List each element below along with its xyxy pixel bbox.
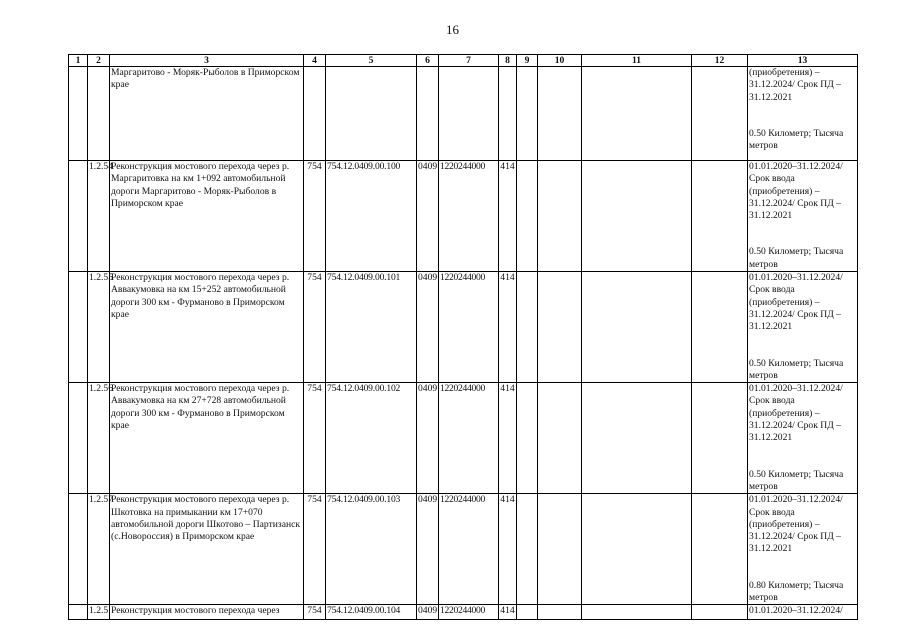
empty-cell [692,383,748,494]
capacity-value: 0.50 Километр; Тысяча метров [749,127,844,152]
header-cell-col-12: 12 [692,55,748,67]
row-number: 1.2.54 [88,161,110,272]
capacity-value: 0.80 Километр; Тысяча метров [749,579,844,604]
header-cell-col-8: 8 [499,55,517,67]
terms-cell [748,605,858,620]
row-empty-cell [69,272,88,383]
object-code: 754.12.0409.00.100 [326,161,417,272]
header-cell-col-11: 11 [582,55,692,67]
expense-type: 414 [499,272,517,383]
object-code: 754.12.0409.00.101 [326,272,417,383]
terms-cell [748,383,858,494]
capacity-value: 0.50 Километр; Тысяча метров [749,246,844,270]
header-cell-col-6: 6 [417,55,439,67]
empty-cell [692,161,748,272]
expense-type: 414 [499,605,517,620]
header-cell-col-5: 5 [326,55,417,67]
section-code: 0409 [417,605,439,620]
row-number: 1.2.57 [88,494,110,605]
term-dates: 01.01.2020–31.12.2024/ Срок ввода (приобретения) – 31.12.2024/ Срок ПД – 31.12.2021 [749,161,843,222]
header-cell-col-13: 13 [748,55,858,67]
expense-type: 414 [499,161,517,272]
object-code [326,67,417,161]
grbs-code: 754 [304,272,326,383]
row-number: 1.2.55 [88,272,110,383]
grbs-code: 754 [304,161,326,272]
grbs-code: 754 [304,383,326,494]
document-table [68,54,858,620]
expense-type: 414 [499,494,517,605]
term-dates: (приобретения) – 31.12.2024/ Срок ПД – 31.12.2021 [749,67,841,103]
empty-cell [692,272,748,383]
section-code: 0409 [417,494,439,605]
empty-cell [538,272,582,383]
table-row [69,383,858,494]
object-code: 754.12.0409.00.104 [326,605,417,620]
object-name: Маргаритово - Моряк-Рыболов в Приморском крае [110,67,304,161]
target-article: 1220244000 [439,161,499,272]
empty-cell [538,161,582,272]
empty-cell [517,605,538,620]
header-row [69,55,858,67]
term-dates: 01.01.2020–31.12.2024/ [749,605,843,617]
target-article: 1220244000 [439,494,499,605]
row-empty-cell [69,161,88,272]
empty-cell [517,161,538,272]
empty-cell [538,383,582,494]
terms-cell [748,67,858,161]
empty-cell [692,67,748,161]
object-name: Реконструкция мостового перехода через [110,605,304,620]
grbs-code: 754 [304,605,326,620]
empty-cell [692,494,748,605]
expense-type [499,67,517,161]
object-name: Реконструкция мостового перехода через р. Аввакумовка на км 27+728 автомобильной дороги 300 км - Фурманово в Приморском крае [110,383,304,494]
terms-cell [748,494,858,605]
row-number [88,67,110,161]
empty-cell [582,272,692,383]
grbs-code [304,67,326,161]
empty-cell [517,67,538,161]
empty-cell [582,605,692,620]
section-code: 0409 [417,272,439,383]
capacity-value: 0.50 Километр; Тысяча метров [749,468,844,492]
empty-cell [538,67,582,161]
term-dates: 01.01.2020–31.12.2024/ Срок ввода (приобретения) – 31.12.2024/ Срок ПД – 31.12.2021 [749,383,843,444]
section-code: 0409 [417,161,439,272]
header-cell-col-2: 2 [88,55,110,67]
header-cell-col-4: 4 [304,55,326,67]
empty-cell [582,383,692,494]
target-article: 1220244000 [439,605,499,620]
expense-type: 414 [499,383,517,494]
object-name: Реконструкция мостового перехода через р. Шкотовка на примыкании км 17+070 автомобильной дороги Шкотово – Партизанск (с.Новороссия) в Приморском крае [110,494,304,605]
row-empty-cell [69,383,88,494]
object-name: Реконструкция мостового перехода через р. Маргаритовка на км 1+092 автомобильной дороги Маргаритово - Моряк-Рыболов в Приморском крае [110,161,304,272]
table-row [69,494,858,605]
header-cell-col-10: 10 [538,55,582,67]
empty-cell [517,494,538,605]
table-row [69,161,858,272]
terms-cell [748,272,858,383]
empty-cell [517,383,538,494]
empty-cell [538,605,582,620]
terms-cell [748,161,858,272]
row-empty-cell [69,67,88,161]
section-code: 0409 [417,383,439,494]
row-number: 1.2.56 [88,383,110,494]
target-article: 1220244000 [439,383,499,494]
capacity-value: 0.50 Километр; Тысяча метров [749,357,844,381]
object-code: 754.12.0409.00.103 [326,494,417,605]
table-row [69,67,858,161]
object-name: Реконструкция мостового перехода через р. Аввакумовка на км 15+252 автомобильной дороги 300 км - Фурманово в Приморском крае [110,272,304,383]
empty-cell [538,494,582,605]
row-empty-cell [69,605,88,620]
row-empty-cell [69,494,88,605]
section-code [417,67,439,161]
empty-cell [582,161,692,272]
term-dates: 01.01.2020–31.12.2024/ Срок ввода (приобретения) – 31.12.2024/ Срок ПД – 31.12.2021 [749,494,843,555]
empty-cell [582,67,692,161]
empty-cell [692,605,748,620]
header-cell-col-7: 7 [439,55,499,67]
page-number: 16 [446,22,459,37]
empty-cell [517,272,538,383]
empty-cell [582,494,692,605]
header-cell-col-3: 3 [110,55,304,67]
header-cell-col-9: 9 [517,55,538,67]
target-article: 1220244000 [439,272,499,383]
term-dates: 01.01.2020–31.12.2024/ Срок ввода (приобретения) – 31.12.2024/ Срок ПД – 31.12.2021 [749,272,843,333]
row-number: 1.2.5 [88,605,110,620]
header-cell-col-1: 1 [69,55,88,67]
object-code: 754.12.0409.00.102 [326,383,417,494]
grbs-code: 754 [304,494,326,605]
target-article [439,67,499,161]
table-row [69,272,858,383]
table-row [69,605,858,620]
